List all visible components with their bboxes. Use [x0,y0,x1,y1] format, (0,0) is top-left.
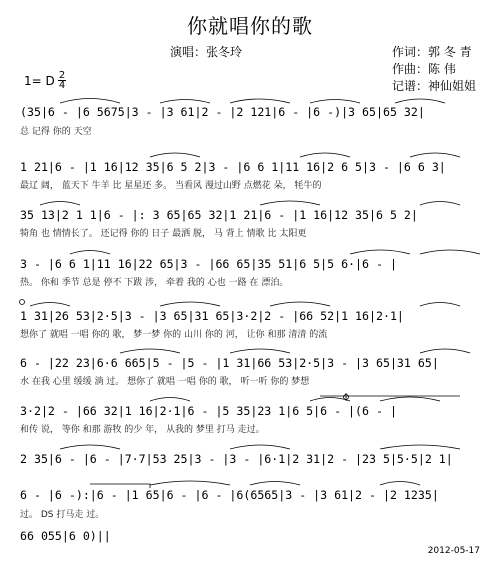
lyric-line-3: 犄角 也 情情长了。 还记得 你的 日子 最洒 脱， 马 背上 情歌 比 太阳更 [20,229,307,239]
song-title: 你就唱你的歌 [187,14,313,38]
score-line-3: 35 13|2 1 1|6 - |: 3 65|65 32|1 21|6 - |1 16|12 35|6 5 2| [20,208,418,222]
score-line-9: 6 - |6 -):|6 - |1 65|6 - |6 - |6(6565|3 - |3 61|2 - |2 1235| [20,488,439,502]
lyric-line-7: 和传 说， 等你 和那 游牧 的少 年， 从我的 梦里 打马 走过。 [20,425,265,435]
score-date: 2012-05-17 [427,546,480,556]
time-signature-top: 2 [58,70,66,81]
lyric-line-5: 想你了 就唱 一唱 你的 歌， 梦一梦 你的 山川 你的 河， 让你 和那 清清 的流 [20,330,328,340]
score-line-8: 2 35|6 - |6 - |7·7|53 25|3 - |3 - |6·1|2 31|2 - |23 5|5·5|2 1| [20,452,453,466]
score-line-1: (35|6 - |6 5675|3 - |3 61|2 - |2 121|6 - |6 -)|3 65|65 32| [20,105,425,119]
lyric-line-1: 总 记得 你的 天空 [20,127,92,137]
score-line-6: 6 - |22 23|6·6 665|5 - |5 - |1 31|66 53|2·5|3 - |3 65|31 65| [20,356,439,370]
transcriber: 记谱：神仙姐姐 [392,79,477,93]
lyric-line-2: 最辽 阔， 蓝天下 牛羊 比 星星还 多。 当看风 漫过山野 点燃花 朵， 牦牛的 [20,181,322,191]
lyric-line-4: 热。 你和 季节 总是 停不 下跋 涉， 牵着 我的 心也 一路 在 漂泊。 [20,278,289,288]
lyric-line-6: 水 在我 心里 缓缓 淌 过。 想你了 就唱 一唱 你的 歌， 听一听 你的 梦想 [20,377,310,387]
lyric-line-9: 过。 DS 打马走 过。 [20,510,105,520]
composer: 作曲：陈 伟 [392,62,456,76]
singer: 演唱：张冬玲 [170,45,243,59]
score-line-4: 3 - |6 6 1|11 16|22 65|3 - |66 65|35 51|6 5|5 6·|6 - | [20,257,397,271]
key-signature: 1= D [24,74,55,88]
score-line-5: 1 31|26 53|2·5|3 - |3 65|31 65|3·2|2 - |66 52|1 16|2·1| [20,309,404,323]
score-line-7: 3·2|2 - |66 32|1 16|2·1|6 - |5 35|23 1|6 5|6 - |(6 - | [20,404,397,418]
score-line-2: 1 21|6 - |1 16|12 35|6 5 2|3 - |6 6 1|11 16|2 6 5|3 - |6 6 3| [20,160,446,174]
score-line-10: 66 055|6 0)|| [20,529,111,543]
lyricist: 作词：郭 冬 青 [392,45,472,59]
time-signature-bottom: 4 [58,80,66,91]
